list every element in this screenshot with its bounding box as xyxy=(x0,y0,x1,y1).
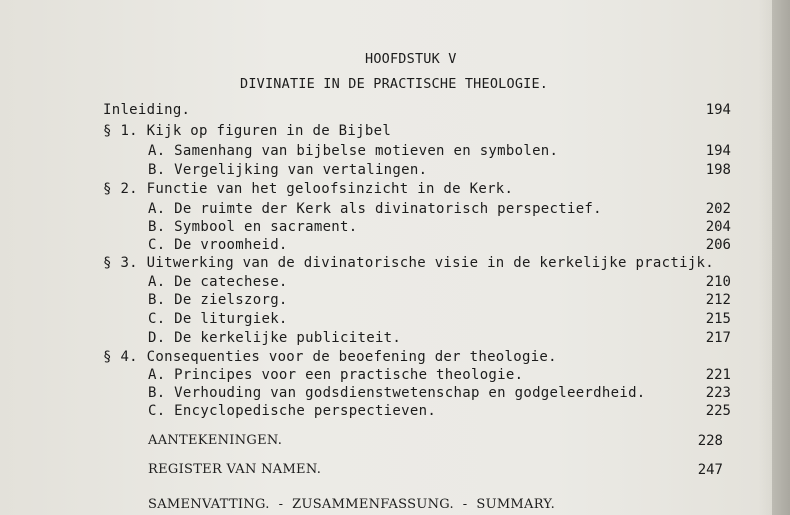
toc-entry-3a: A. De catechese. xyxy=(148,274,288,290)
toc-section-2: § 2. Functie van het geloofsinzicht in de Kerk. xyxy=(103,181,514,197)
toc-section-4: § 4. Consequenties voor de beoefening der theologie. xyxy=(103,349,557,365)
toc-page-4a: 221 xyxy=(705,367,731,383)
toc-page-1a: 194 xyxy=(705,143,731,159)
toc-entry-register: REGISTER VAN NAMEN. xyxy=(148,462,322,477)
toc-page-2b: 204 xyxy=(705,219,731,235)
toc-page-4b: 223 xyxy=(705,385,731,401)
toc-page-3b: 212 xyxy=(705,292,731,308)
toc-entry-samenvatting: SAMENVATTING. - ZUSAMMENFASSUNG. - SUMMARY. xyxy=(148,497,556,512)
toc-page-2a: 202 xyxy=(705,201,731,217)
toc-section-3: § 3. Uitwerking van de divinatorische visie in de kerkelijke practijk. xyxy=(103,255,715,271)
toc-entry-3c: C. De liturgiek. xyxy=(148,311,288,327)
toc-page-3c: 215 xyxy=(705,311,731,327)
toc-entry-2b: B. Symbool en sacrament. xyxy=(148,219,358,235)
toc-page-register: 247 xyxy=(697,462,723,478)
toc-entry-1a: A. Samenhang van bijbelse motieven en symbolen. xyxy=(148,143,559,159)
toc-page-aantekeningen: 228 xyxy=(697,433,723,449)
toc-entry-4b: B. Verhouding van godsdienstwetenschap en godgeleerdheid. xyxy=(148,385,646,401)
toc-entry-4a: A. Principes voor een practische theologie. xyxy=(148,367,524,383)
toc-entry-1b: B. Vergelijking van vertalingen. xyxy=(148,162,428,178)
chapter-label: HOOFDSTUK V xyxy=(365,51,457,67)
toc-entry-inleiding: Inleiding. xyxy=(103,102,191,118)
toc-entry-3d: D. De kerkelijke publiciteit. xyxy=(148,330,402,346)
page-gutter xyxy=(772,0,790,515)
toc-entry-aantekeningen: AANTEKENINGEN. xyxy=(148,433,283,448)
toc-entry-2a: A. De ruimte der Kerk als divinatorisch perspectief. xyxy=(148,201,602,217)
toc-entry-4c: C. Encyclopedische perspectieven. xyxy=(148,403,437,419)
toc-page-2c: 206 xyxy=(705,237,731,253)
toc-page-4c: 225 xyxy=(705,403,731,419)
toc-page-3a: 210 xyxy=(705,274,731,290)
toc-entry-2c: C. De vroomheid. xyxy=(148,237,288,253)
toc-page-inleiding: 194 xyxy=(705,102,731,118)
toc-section-1: § 1. Kijk op figuren in de Bijbel xyxy=(103,123,392,139)
toc-page-3d: 217 xyxy=(705,330,731,346)
chapter-title: DIVINATIE IN DE PRACTISCHE THEOLOGIE. xyxy=(240,76,549,92)
toc-page-1b: 198 xyxy=(705,162,731,178)
toc-entry-3b: B. De zielszorg. xyxy=(148,292,288,308)
